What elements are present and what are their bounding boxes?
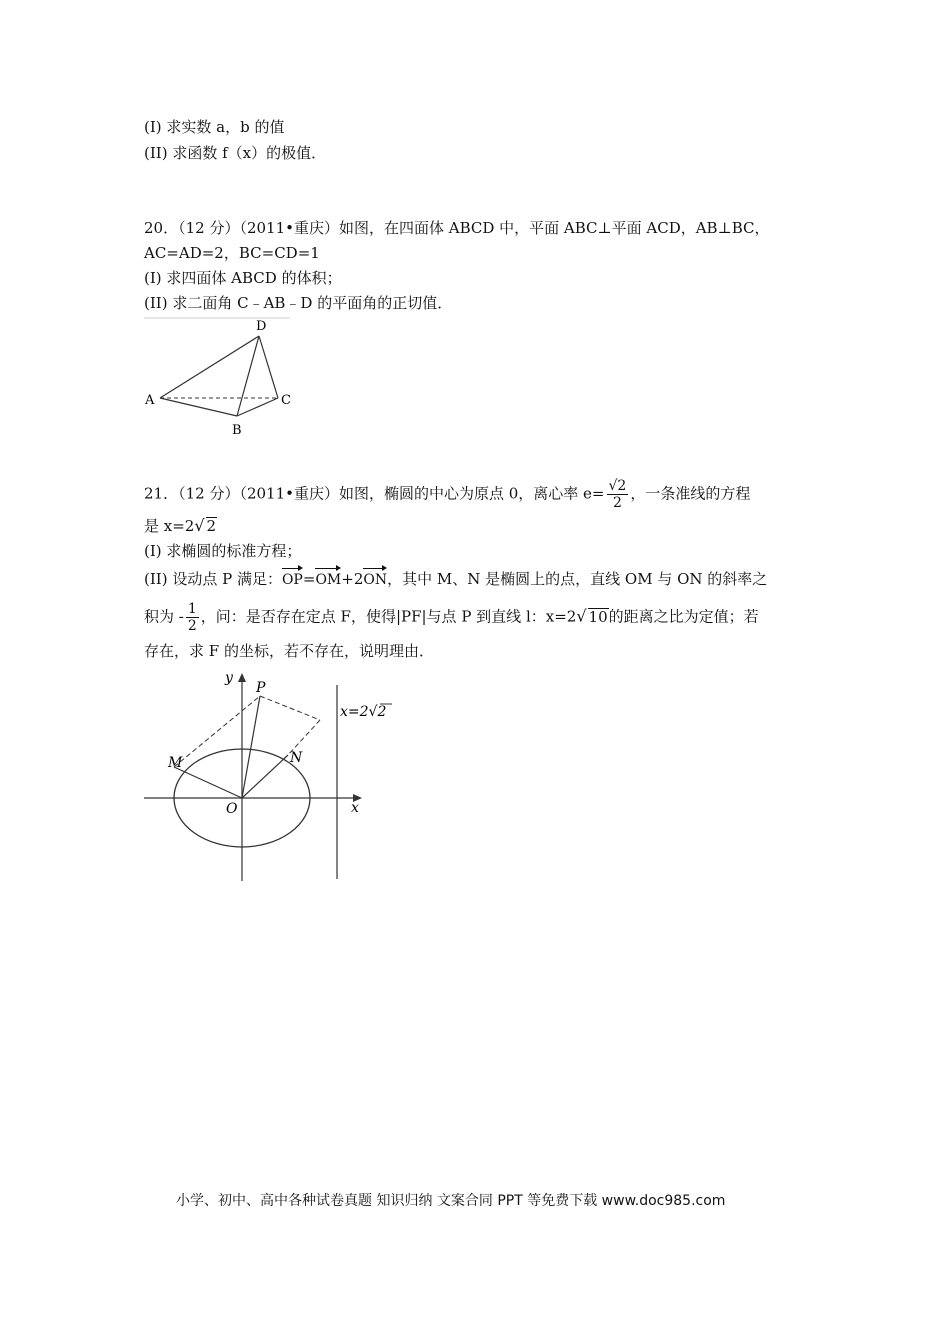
label-B: B — [232, 423, 242, 438]
q20-part1: (I) 求四面体 ABCD 的体积； — [144, 269, 342, 287]
dashed-PQ — [260, 696, 320, 720]
q21-line1: 21．（12 分）（2011•重庆）如图，椭圆的中心为原点 0，离心率 e= $\frac{√2}{2}$ ，一条准线的方程 — [144, 478, 751, 511]
q19-part2: (II) 求函数 f（x）的极值． — [144, 144, 327, 162]
label-O: O — [226, 801, 238, 817]
q19-part1: (I) 求实数 a，b 的值 — [144, 118, 285, 136]
label-x: x — [351, 800, 359, 816]
edge-AB — [160, 398, 237, 416]
half-fraction: $\frac{1}{2}$ — [187, 601, 197, 634]
label-directrix: x=2√2 — [340, 704, 387, 720]
label-N: N — [290, 750, 303, 766]
vector-om: OM — [315, 566, 341, 590]
q21-line5: 存在，求 F 的坐标，若不存在，说明理由． — [144, 642, 434, 660]
label-C: C — [281, 393, 291, 408]
label-y: y — [225, 670, 233, 686]
vector-on: ON — [363, 566, 387, 590]
eccentricity-fraction: $\frac{√2}{2}$ — [608, 478, 627, 511]
label-D: D — [256, 319, 267, 334]
q20-line2: AC=AD=2，BC=CD=1 — [144, 244, 320, 262]
edge-BC — [237, 398, 278, 416]
q21-line4: 积为 - $\frac{1}{2}$ ，问：是否存在定点 F，使得|PF|与点 P 到直线 l：x=2√ 10的距离之比为定值；若 — [144, 601, 759, 634]
q21-part1: (I) 求椭圆的标准方程； — [144, 542, 302, 560]
q21-part2: (II) 设动点 P 满足：OP=OM+2ON，其中 M、N 是椭圆上的点，直线 OM 与 ON 的斜率之 — [144, 566, 767, 590]
edge-CD — [259, 336, 278, 398]
label-M: M — [168, 755, 183, 771]
page-footer: 小学、初中、高中各种试卷真题 知识归纳 文案合同 PPT 等免费下载 www.doc985.com — [176, 1193, 726, 1209]
q21-line2: 是 x=2√ 2 — [144, 516, 217, 535]
dashed-MP — [174, 696, 260, 767]
ellipse-figure — [140, 665, 400, 883]
segment-OM — [174, 767, 242, 798]
label-P: P — [256, 680, 266, 696]
label-A: A — [145, 393, 155, 408]
q20-part2: (II) 求二面角 C﹣AB﹣D 的平面角的正切值． — [144, 294, 453, 312]
tetrahedron-figure — [140, 316, 300, 441]
y-axis-arrow — [238, 673, 246, 682]
q20-line1: 20．（12 分）（2011•重庆）如图，在四面体 ABCD 中，平面 ABC⊥平面 ACD，AB⊥BC， — [144, 219, 770, 237]
vector-op: OP — [282, 566, 303, 590]
segment-OP — [242, 696, 260, 798]
